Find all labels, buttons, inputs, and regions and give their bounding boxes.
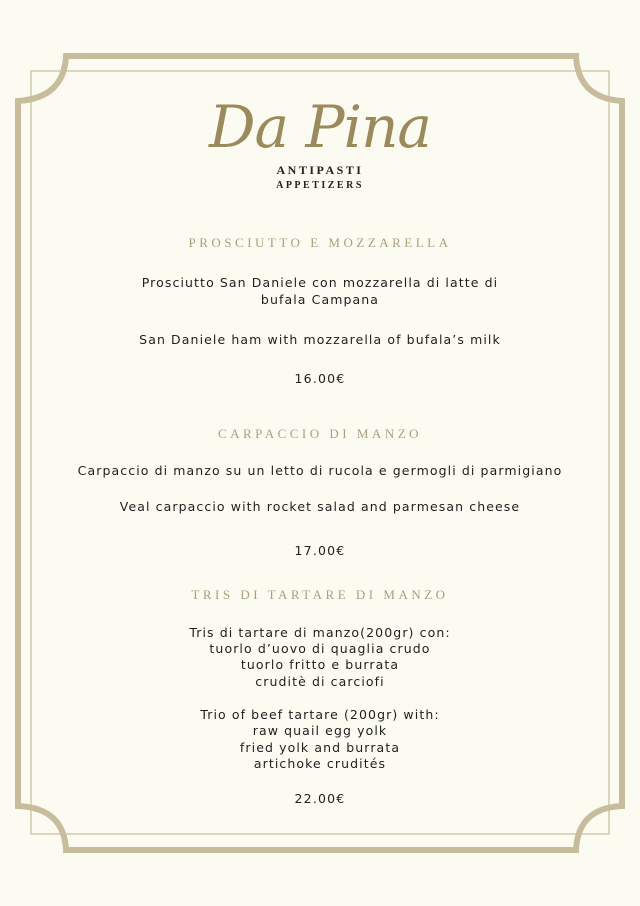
dish-description-en: artichoke crudités bbox=[253, 756, 387, 771]
restaurant-logo: Da Pina bbox=[208, 93, 432, 161]
dish-title: CARPACCIO DI MANZO bbox=[217, 426, 423, 441]
dish-description-en: Veal carpaccio with rocket salad and parmesan cheese bbox=[119, 499, 521, 514]
dish-price: 22.00€ bbox=[294, 791, 346, 806]
dish-description-en: San Daniele ham with mozzarella of bufala’s milk bbox=[139, 332, 501, 347]
category-title-en: APPETIZERS bbox=[276, 180, 364, 191]
dish-description-it: tuorlo fritto e burrata bbox=[240, 657, 400, 672]
dish-description-it: bufala Campana bbox=[260, 292, 380, 307]
dish-description-it: tuorlo d’uovo di quaglia crudo bbox=[209, 641, 431, 656]
dish-description-it: Prosciutto San Daniele con mozzarella di latte di bbox=[141, 275, 499, 290]
dish-description-en: Trio of beef tartare (200gr) with: bbox=[200, 707, 440, 722]
dish-description-it: Carpaccio di manzo su un letto di rucola e germogli di parmigiano bbox=[77, 463, 563, 478]
dish-description-en: fried yolk and burrata bbox=[239, 740, 401, 755]
dish-price: 16.00€ bbox=[294, 371, 346, 386]
dish-price: 17.00€ bbox=[294, 543, 346, 558]
dish-description-it: cruditè di carciofi bbox=[255, 674, 385, 689]
dish-title: TRIS DI TARTARE DI MANZO bbox=[191, 587, 449, 602]
category-title-it: ANTIPASTI bbox=[276, 163, 364, 177]
dish-description-en: raw quail egg yolk bbox=[252, 723, 388, 738]
dish-description-it: Tris di tartare di manzo(200gr) con: bbox=[189, 625, 451, 640]
dish-title: PROSCIUTTO E MOZZARELLA bbox=[188, 235, 452, 250]
